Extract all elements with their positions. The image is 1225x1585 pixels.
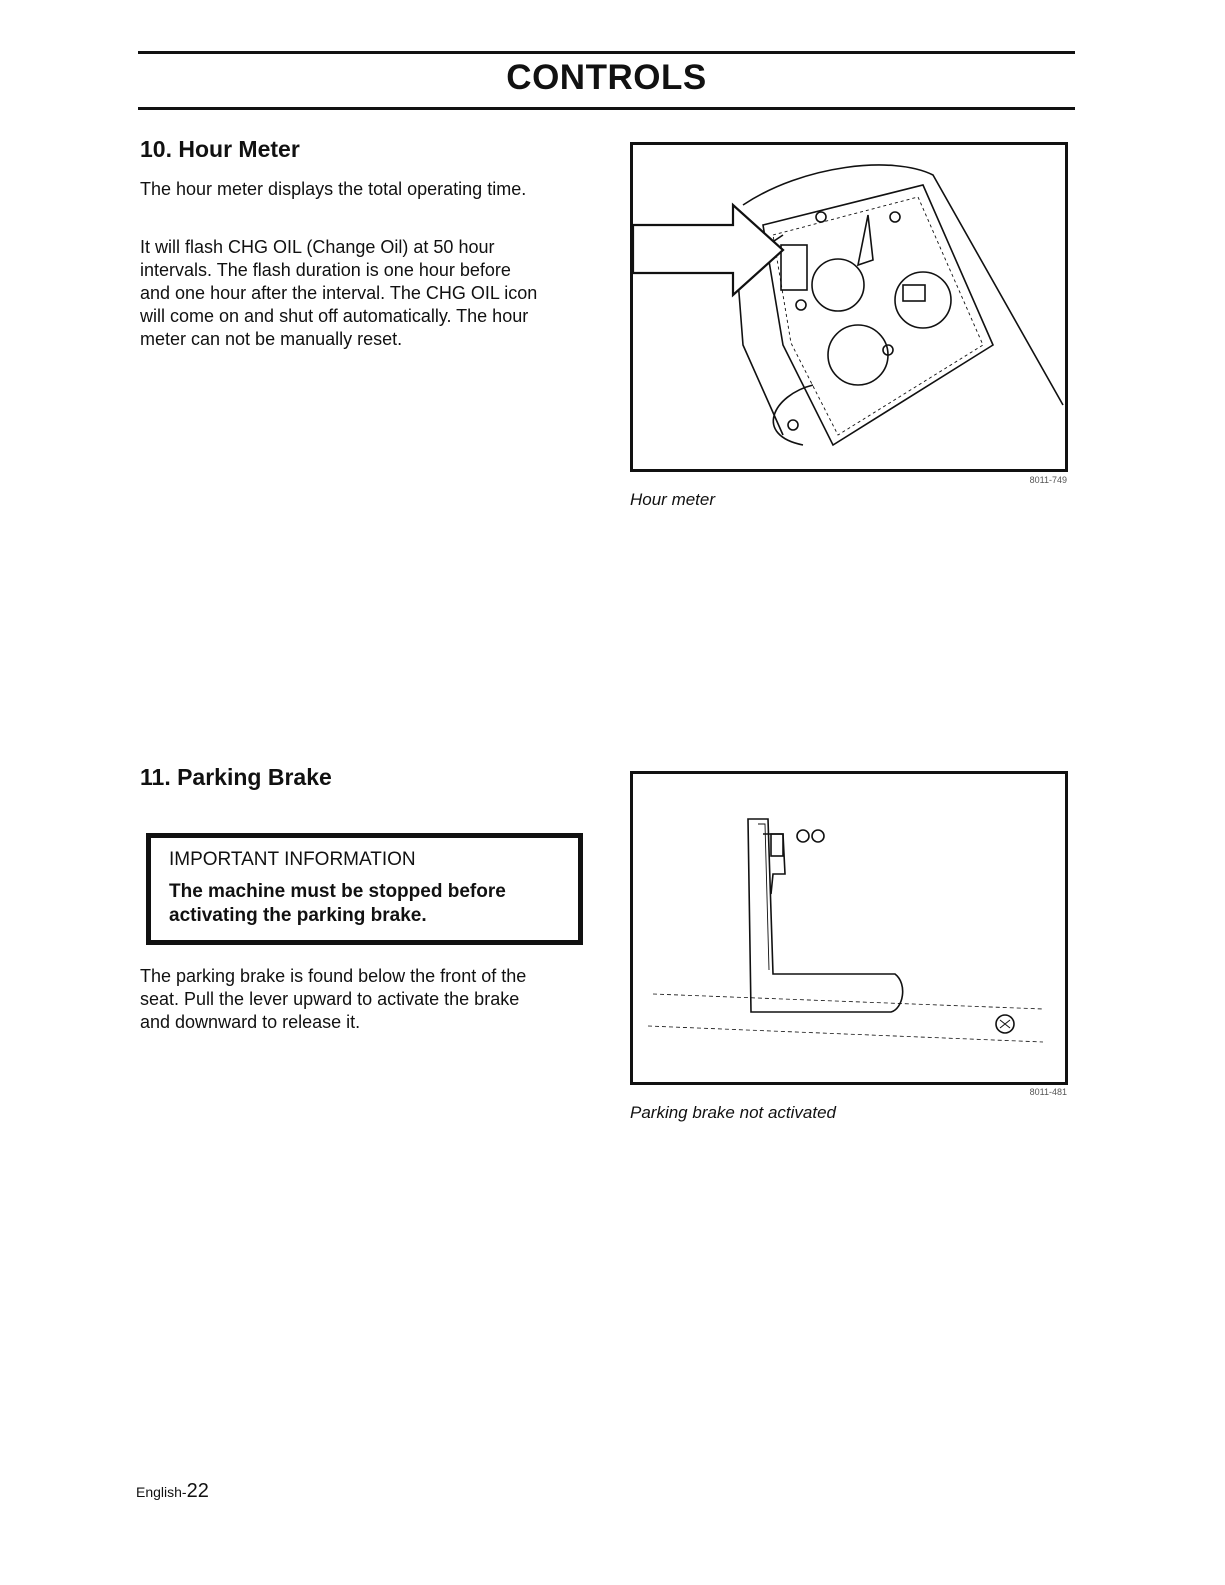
notice-title: IMPORTANT INFORMATION (169, 849, 416, 870)
parking-brake-figure-code: 8011-481 (1029, 1087, 1067, 1097)
page-language: English- (136, 1484, 187, 1500)
page-number-value: 22 (186, 1480, 209, 1502)
page-number (136, 1480, 209, 1503)
parking-brake-drawing (633, 774, 1065, 1082)
parking-brake-illustration (630, 771, 1068, 1085)
parking-brake-caption: Parking brake not activated (630, 1103, 837, 1122)
top-rule (138, 51, 1075, 54)
hour-meter-paragraph-1: The hour meter displays the total operating time. (140, 179, 527, 199)
important-information-box (146, 833, 583, 945)
section-heading-parking-brake: 11. Parking Brake (140, 764, 332, 790)
notice-body: The machine must be stopped before activating the parking brake. (169, 881, 506, 926)
section-heading-hour-meter: 10. Hour Meter (140, 136, 300, 162)
hour-meter-caption: Hour meter (630, 490, 716, 509)
hour-meter-figure-code: 8011-749 (1029, 475, 1067, 485)
title-underline-rule (138, 107, 1075, 110)
parking-brake-paragraph: The parking brake is found below the front of the seat. Pull the lever upward to activate the brake and downward to release it. (140, 966, 527, 1032)
hour-meter-drawing (633, 145, 1065, 469)
page-title: CONTROLS (506, 58, 707, 97)
hour-meter-illustration (630, 142, 1068, 472)
hour-meter-paragraph-2: It will flash CHG OIL (Change Oil) at 50 hour intervals. The flash duration is one hour before and one hour after the interval. The CHG OIL icon will come on and shut off automatically. The hour meter can not be manually reset. (140, 237, 538, 349)
